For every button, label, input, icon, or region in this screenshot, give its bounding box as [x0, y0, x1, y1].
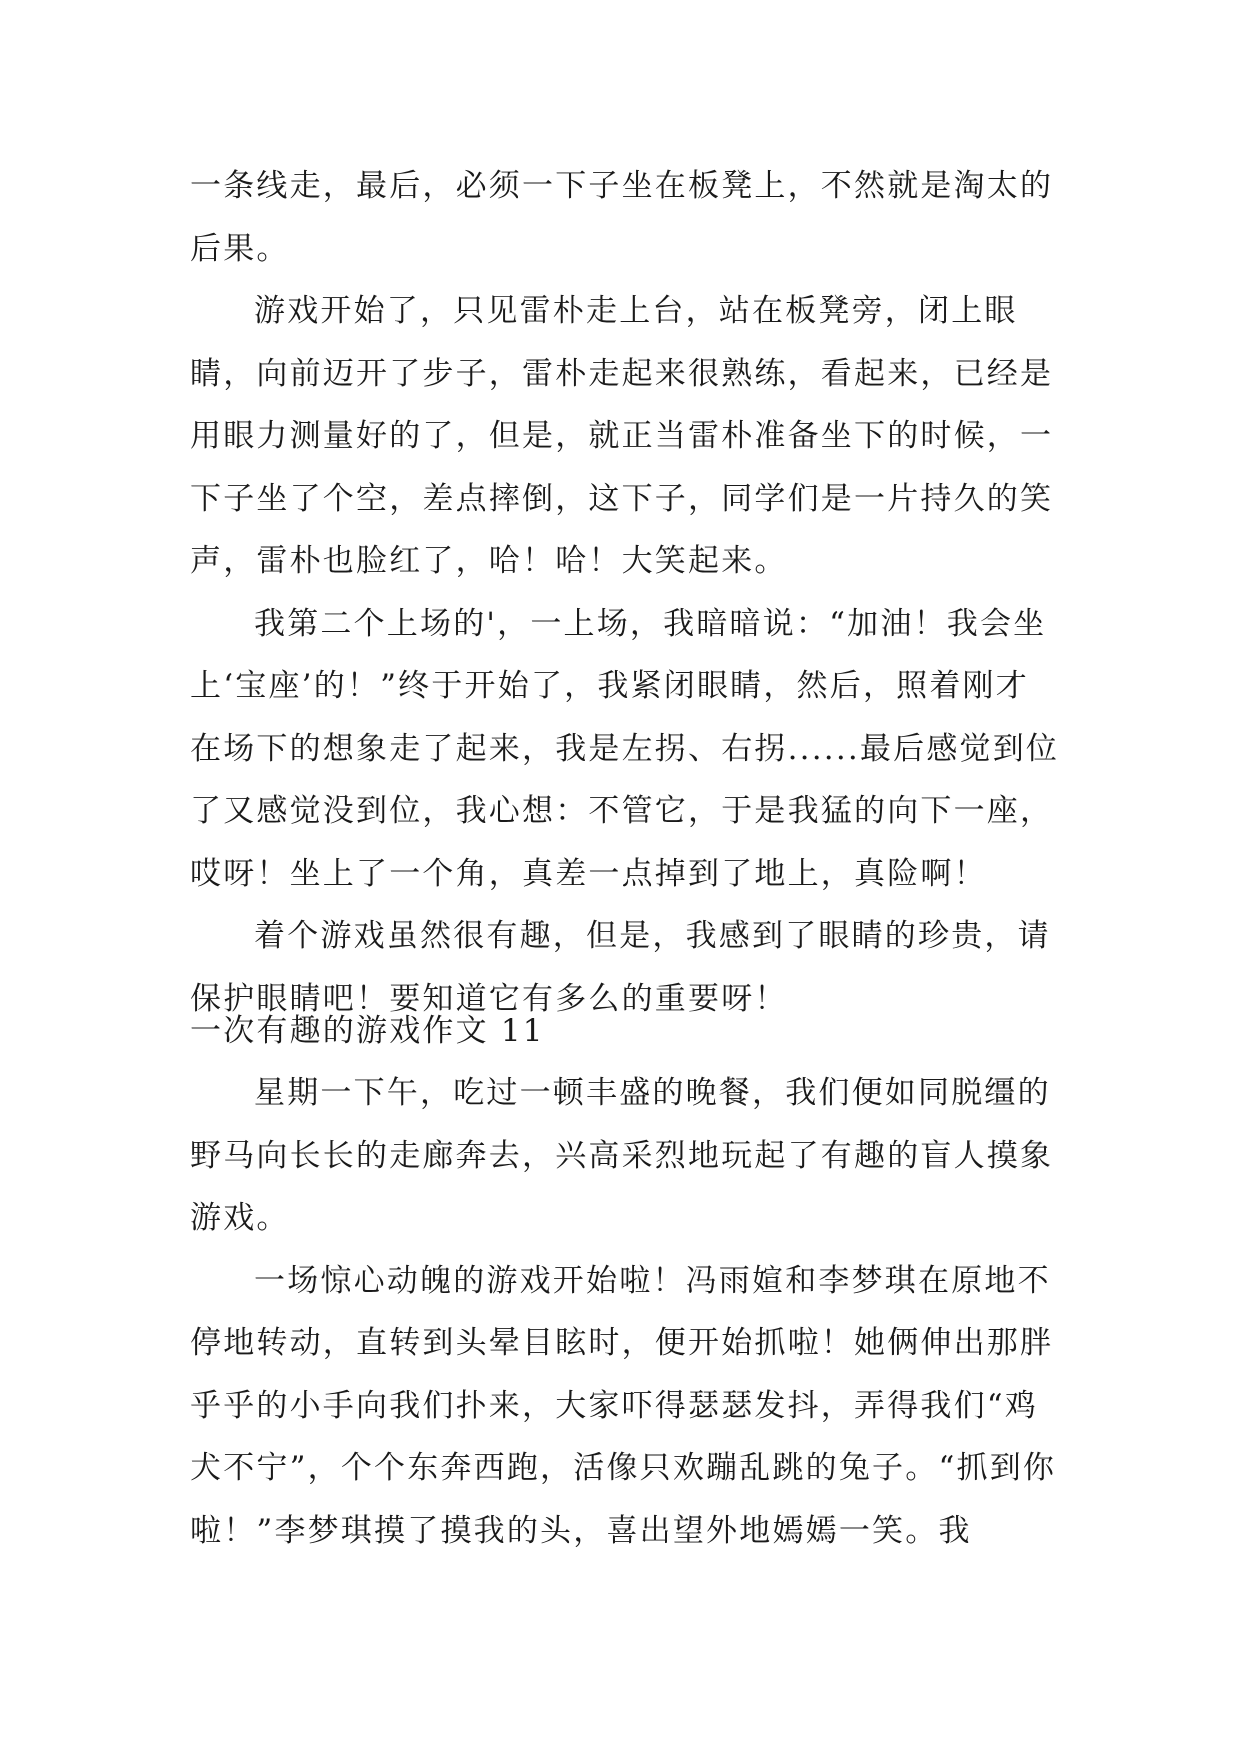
paragraph: 着个游戏虽然很有趣，但是，我感到了眼睛的珍贵，请保护眼睛吧！要知道它有多么的重要呀！ [190, 918, 1051, 1017]
section2-body [190, 1062, 1060, 1562]
paragraph: 一场惊心动魄的游戏开始啦！冯雨媗和李梦琪在原地不停地转动，直转到头晕目眩时，便开始抓啦！她俩伸出那胖乎乎的小手向我们扑来，大家吓得瑟瑟发抖，弄得我们“鸡犬不宁”，个个东奔西跑，活像只欢蹦乱跳的兔子。“抓到你啦！”李梦琪摸了摸我的头，喜出望外地嫣嫣一笑。我 [190, 1262, 1057, 1549]
section-title: 一次有趣的游戏作文 11 [190, 1013, 545, 1049]
paragraph: 我第二个上场的'，一上场，我暗暗说：“加油！我会坐上‘宝座’的！”终于开始了，我紧闭眼睛，然后，照着刚才在场下的想象走了起来，我是左拐、右拐......最后感觉到位了又感觉没到位，我心想：不管它，于是我猛的向下一座，哎呀！坐上了一个角，真差一点掉到了地上，真险啊！ [190, 605, 1060, 892]
section1-body [190, 155, 1060, 1030]
paragraph: 游戏开始了，只见雷朴走上台，站在板凳旁，闭上眼睛，向前迈开了步子，雷朴走起来很熟练，看起来，已经是用眼力测量好的了，但是，就正当雷朴准备坐下的时候，一下子坐了个空，差点摔倒，这下子，同学们是一片持久的笑声，雷朴也脸红了，哈！哈！大笑起来。 [190, 293, 1054, 579]
paragraph-continuation: 一条线走，最后，必须一下子坐在板凳上，不然就是淘太的后果。 [190, 168, 1054, 267]
paragraph: 星期一下午，吃过一顿丰盛的晚餐，我们便如同脱缰的野马向长长的走廊奔去，兴高采烈地玩起了有趣的盲人摸象游戏。 [190, 1075, 1054, 1236]
